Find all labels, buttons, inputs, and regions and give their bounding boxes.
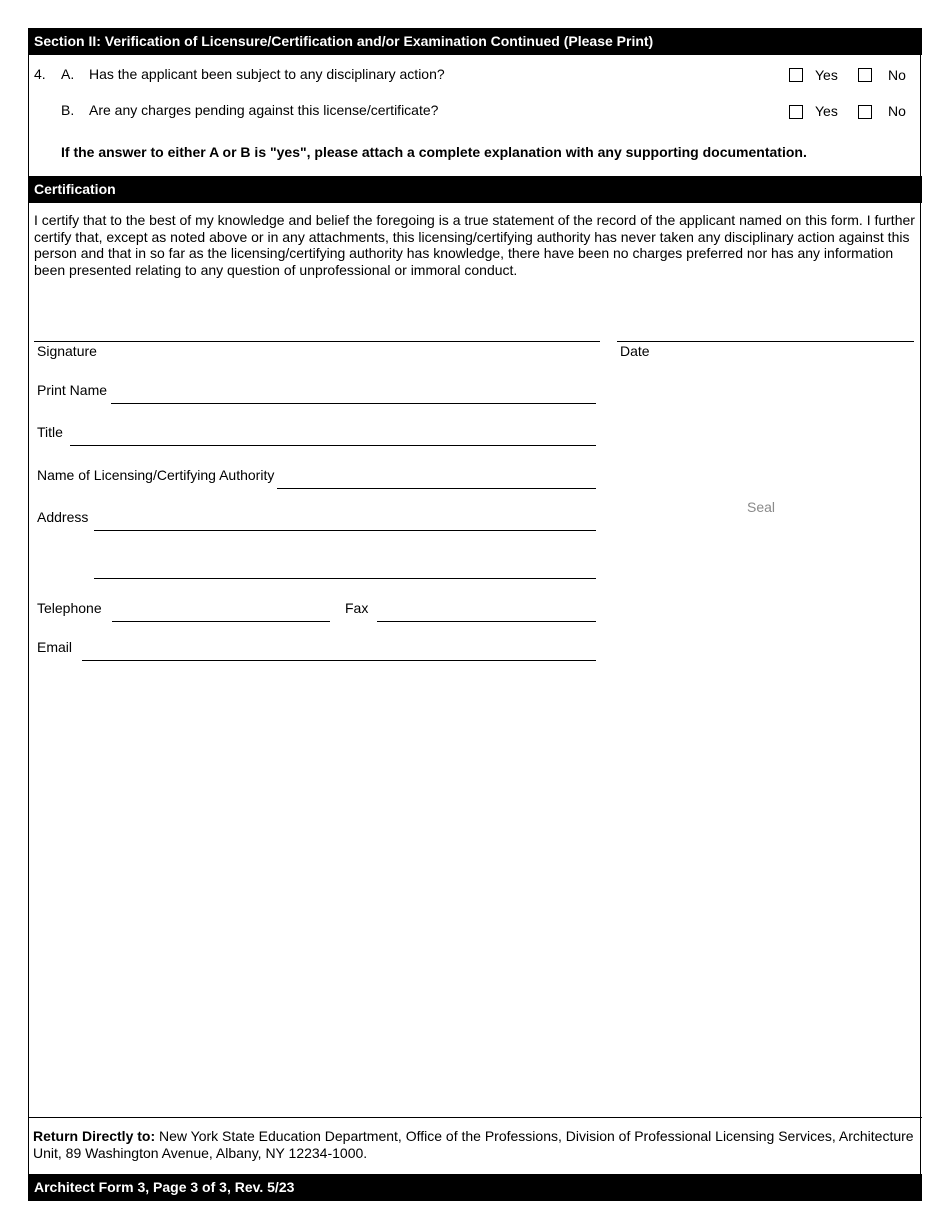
yes-explanation-note: If the answer to either A or B is "yes", please attach a complete explanation with any supporting documentation.: [61, 144, 807, 160]
title-label: Title: [37, 424, 63, 440]
question-b-text: Are any charges pending against this license/certificate?: [89, 102, 439, 118]
question-a-letter: A.: [61, 66, 75, 82]
authority-field[interactable]: [277, 488, 596, 489]
authority-label: Name of Licensing/Certifying Authority: [37, 467, 275, 483]
fax-label: Fax: [345, 600, 369, 616]
date-label: Date: [620, 343, 650, 359]
section-ii-title: Section II: Verification of Licensure/Certification and/or Examination Continued (Please Print): [34, 33, 654, 49]
title-field[interactable]: [70, 445, 596, 446]
return-address: [33, 1128, 917, 1161]
signature-label: Signature: [37, 343, 97, 359]
certification-header: [28, 176, 922, 203]
fax-field[interactable]: [377, 621, 596, 622]
question-a-yes-checkbox[interactable]: [789, 68, 803, 82]
question-a-no-label: No: [888, 67, 906, 83]
print-name-label: Print Name: [37, 382, 108, 398]
question-b-no-label: No: [888, 103, 906, 119]
date-line[interactable]: [617, 341, 914, 342]
question-number: 4.: [34, 66, 46, 82]
question-a-yes-label: Yes: [815, 67, 838, 83]
print-name-field[interactable]: [111, 403, 596, 404]
address-field-line-1[interactable]: [94, 530, 596, 531]
certification-statement: I certify that to the best of my knowledge and belief the foregoing is a true statement of the record of the applicant named on this form. I further certify that, except as noted above or in any attachments, this licensing/certifying authority has never taken any disciplinary action against this person and that in so far as the licensing/certifying authority has knowledge, there have been no charges preferred nor has any information been presented relating to any question of unprofessional or immoral conduct.: [34, 212, 915, 278]
question-b-yes-checkbox[interactable]: [789, 105, 803, 119]
question-a-text: Has the applicant been subject to any disciplinary action?: [89, 66, 445, 82]
question-a-no-checkbox[interactable]: [858, 68, 872, 82]
address-field-line-2[interactable]: [94, 578, 596, 579]
question-b-yes-label: Yes: [815, 103, 838, 119]
form-footer-bar: [28, 1174, 922, 1201]
return-address-text: New York State Education Department, Office of the Professions, Division of Professional Licensing Services, Architecture Unit, 89 Washington Avenue, Albany, NY 12234-1000.: [33, 1128, 914, 1161]
certification-title: Certification: [34, 181, 116, 197]
question-b-letter: B.: [61, 102, 75, 118]
footer-divider: [28, 1117, 922, 1118]
section-ii-header: [28, 28, 922, 55]
address-label: Address: [37, 509, 89, 525]
return-label: Return Directly to:: [33, 1128, 156, 1144]
signature-line[interactable]: [34, 341, 600, 342]
email-label: Email: [37, 639, 73, 655]
telephone-label: Telephone: [37, 600, 102, 616]
form-id: Architect Form 3, Page 3 of 3, Rev. 5/23: [34, 1179, 295, 1195]
email-field[interactable]: [82, 660, 596, 661]
form-frame: [28, 28, 921, 1201]
telephone-field[interactable]: [112, 621, 330, 622]
question-b-no-checkbox[interactable]: [858, 105, 872, 119]
seal-label: Seal: [747, 499, 776, 515]
